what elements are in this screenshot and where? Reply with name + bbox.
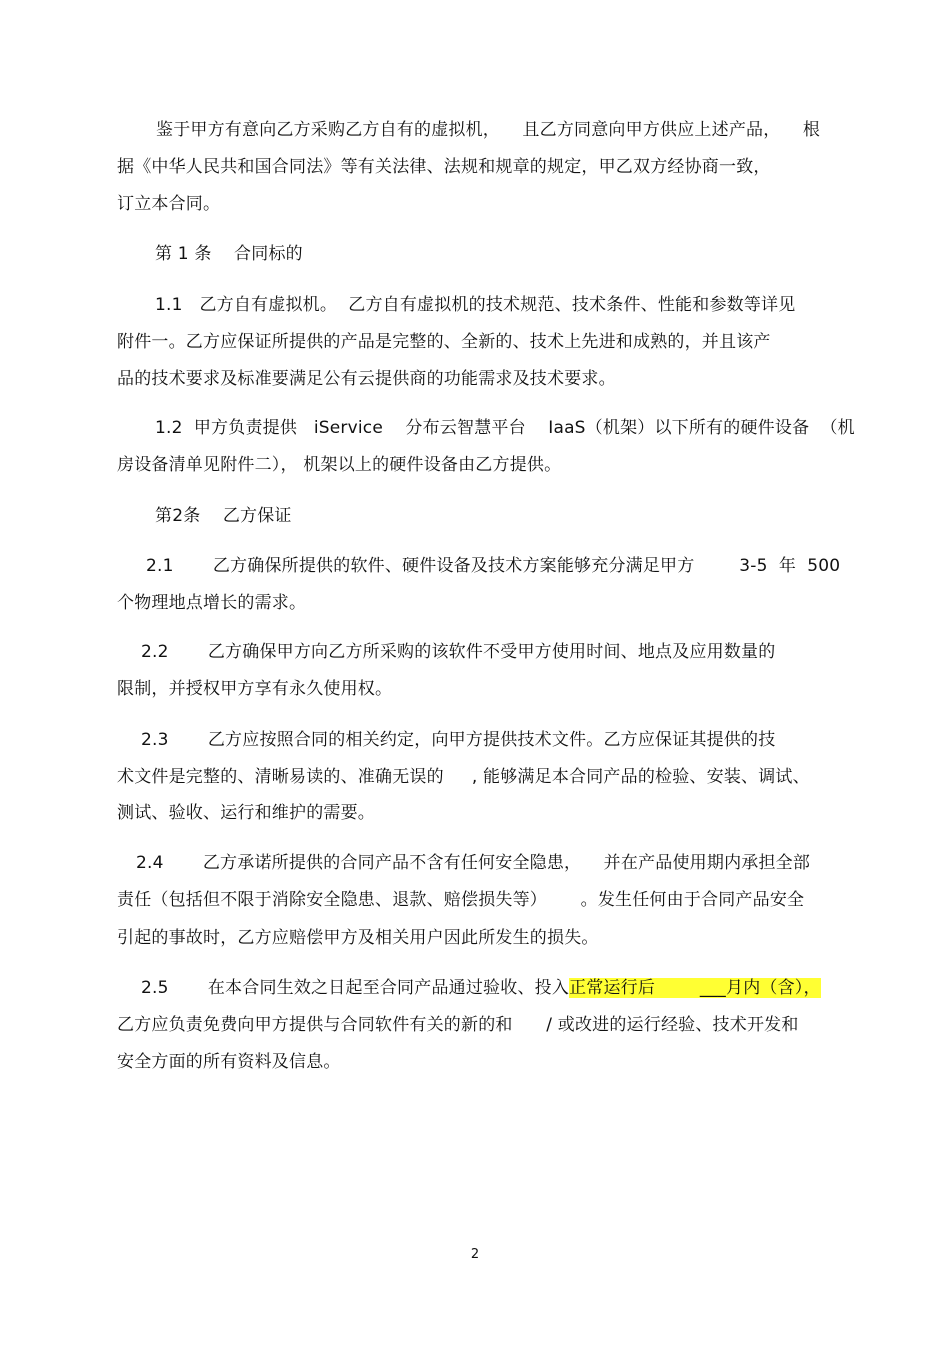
- clause-2-3-line-2: 术文件是完整的、清晰易读的、准确无误的 , 能够满足本合同产品的检验、安装、调试、: [117, 767, 810, 787]
- clause-2-4-line-1: 2.4 乙方承诺所提供的合同产品不含有任何安全隐患， 并在产品使用期内承担全部: [136, 853, 811, 873]
- clause-2-4-line-3: 引起的事故时，乙方应赔偿甲方及相关用户因此所发生的损失。: [117, 928, 599, 948]
- clause-2-3-line-1: 2.3 乙方应按照合同的相关约定，向甲方提供技术文件。乙方应保证其提供的技: [141, 730, 776, 750]
- clause-1-2-line-2: 房设备清单见附件二）， 机架以上的硬件设备由乙方提供。: [117, 455, 562, 475]
- clause-2-3-line-3: 测试、验收、运行和维护的需要。: [117, 803, 375, 823]
- clause-2-2-line-1: 2.2 乙方确保甲方向乙方所采购的该软件不受甲方使用时间、地点及应用数量的: [141, 642, 776, 662]
- clause-2-5-line-2: 乙方应负责免费向甲方提供与合同软件有关的新的和 / 或改进的运行经验、技术开发和: [117, 1015, 799, 1035]
- clause-1-1-line-2: 附件一。乙方应保证所提供的产品是完整的、全新的、技术上先进和成熟的，并且该产: [117, 332, 771, 352]
- clause-2-5-line-3: 安全方面的所有资料及信息。: [117, 1052, 341, 1072]
- clause-2-5-line-1: [141, 977, 821, 999]
- preamble-line-2: 据《中华人民共和国合同法》等有关法律、法规和规章的规定，甲乙双方经协商一致，: [117, 157, 771, 177]
- preamble-line-3: 订立本合同。: [117, 194, 221, 214]
- clause-2-5-line-1-text: 2.5 在本合同生效之日起至合同产品通过验收、投入: [141, 978, 570, 998]
- clause-2-1-line-2: 个物理地点增长的需求。: [117, 593, 307, 613]
- page-number: 2: [470, 1247, 480, 1262]
- clause-1-1-line-1: 1.1 乙方自有虚拟机。 乙方自有虚拟机的技术规范、技术条件、性能和参数等详见: [155, 295, 796, 315]
- article-1-heading: 第 1 条 合同标的: [155, 244, 303, 264]
- clause-1-1-line-3: 品的技术要求及标准要满足公有云提供商的功能需求及技术要求。: [117, 369, 616, 389]
- clause-1-2-line-1: 1.2 甲方负责提供 iService 分布云智慧平台 IaaS（机架）以下所有的硬件设备 （机: [155, 418, 855, 438]
- highlighted-text: 正常运行后 ___月内（含），: [569, 978, 821, 998]
- preamble-line-1: 鉴于甲方有意向乙方采购乙方自有的虚拟机， 且乙方同意向甲方供应上述产品， 根: [156, 120, 821, 140]
- clause-2-2-line-2: 限制，并授权甲方享有永久使用权。: [117, 679, 393, 699]
- clause-2-4-line-2: 责任（包括但不限于消除安全隐患、退款、赔偿损失等） 。发生任何由于合同产品安全: [117, 890, 805, 910]
- article-2-heading: 第2条 乙方保证: [155, 506, 292, 526]
- clause-2-1-line-1: 2.1 乙方确保所提供的软件、硬件设备及技术方案能够充分满足甲方 3-5 年 500: [146, 556, 841, 576]
